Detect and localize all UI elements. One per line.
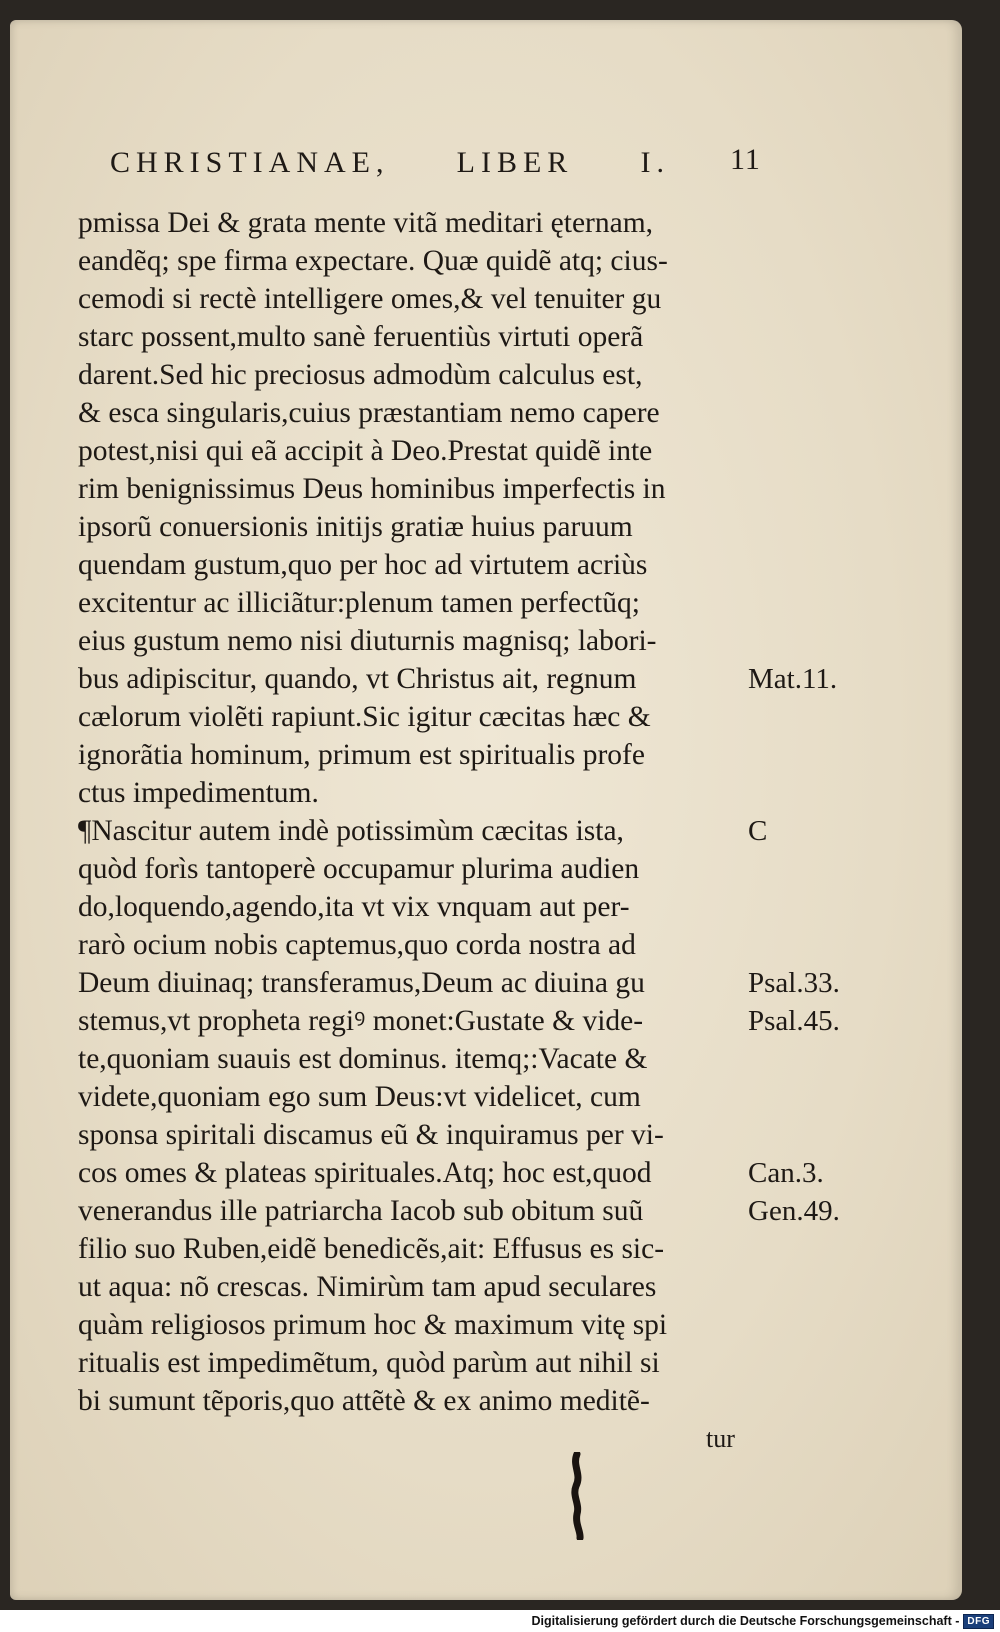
running-head (110, 146, 670, 180)
text-line: quòd forìs tantoperè occupamur plurima audien (78, 853, 640, 885)
text-line: ¶Nascitur autem indè potissimùm cæcitas ista, (78, 815, 624, 847)
digitization-footer (532, 1610, 994, 1632)
text-line: venerandus ille patriarcha Iacob sub obitum suũ (78, 1195, 644, 1227)
text-line: & esca singularis,cuius præstantiam nemo capere (78, 397, 660, 429)
ink-mark-icon (568, 1452, 590, 1540)
text-line: quendam gustum,quo per hoc ad virtutem acriùs (78, 549, 648, 581)
text-line: ritualis est impedimẽtum, quòd parùm aut nihil si (78, 1347, 660, 1379)
page-number: 11 (730, 143, 761, 176)
text-line: rim benignissimus Deus hominibus imperfectis in (78, 473, 666, 505)
text-line: stemus,vt propheta regiꝰ monet:Gustate & vide- (78, 1005, 644, 1037)
text-line: eius gustum nemo nisi diuturnis magnisq; labori- (78, 625, 657, 657)
margin-note-section-letter: C (748, 815, 768, 847)
text-line: quàm religiosos primum hoc & maximum vitę spi (78, 1309, 668, 1341)
running-head-liber: LIBER (456, 146, 574, 179)
text-line: cos omes & plateas spirituales.Atq; hoc est,quod (78, 1157, 652, 1189)
text-line: ipsorũ conuersionis initijs gratiæ huius paruum (78, 511, 633, 543)
margin-note-genesis: Gen.49. (748, 1195, 840, 1227)
text-line: sponsa spiritali discamus eũ & inquiramus per vi- (78, 1119, 664, 1151)
text-line: pmissa Dei & grata mente vitã meditari ęternam, (78, 207, 654, 239)
running-head-book-number: I. (640, 146, 670, 179)
text-line: ut aqua: nõ crescas. Nimirùm tam apud seculares (78, 1271, 657, 1303)
text-line: cælorum violẽti rapiunt.Sic igitur cæcitas hæc & (78, 701, 651, 733)
margin-note-matthew: Mat.11. (748, 663, 838, 695)
margin-note-psalm-45: Psal.45. (748, 1005, 840, 1037)
text-line: potest,nisi qui eã accipit à Deo.Prestat quidẽ inte (78, 435, 653, 467)
text-line: filio suo Ruben,eidẽ benedicẽs,ait: Effusus es sic- (78, 1233, 665, 1265)
text-line: rarò ocium nobis captemus,quo corda nostra ad (78, 929, 636, 961)
text-line: bus adipiscitur, quando, vt Christus ait, regnum (78, 663, 637, 695)
text-line: te,quoniam suauis est dominus. itemq;:Vacate & (78, 1043, 648, 1075)
text-line: bi sumunt tẽporis,quo attẽtè & ex animo meditẽ- (78, 1385, 650, 1417)
text-line: do,loquendo,agendo,ita vt vix vnquam aut per- (78, 891, 630, 923)
running-head-title: CHRISTIANAE, (110, 146, 390, 179)
text-line: eandẽq; spe firma expectare. Quæ quidẽ atq; cius- (78, 245, 668, 277)
margin-note-psalm-33: Psal.33. (748, 967, 840, 999)
text-line: excitentur ac illiciãtur:plenum tamen perfectũq; (78, 587, 640, 619)
text-line: ignorãtia hominum, primum est spiritualis profe (78, 739, 645, 771)
text-line: darent.Sed hic preciosus admodùm calculus est, (78, 359, 643, 391)
catchword: tur (706, 1424, 735, 1453)
text-line: ctus impedimentum. (78, 777, 319, 809)
margin-note-canticles: Can.3. (748, 1157, 824, 1189)
footer-credit: Digitalisierung gefördert durch die Deutsche Forschungsgemeinschaft - (531, 1614, 960, 1628)
book-page (10, 20, 962, 1600)
dfg-logo-icon: DFG (963, 1614, 994, 1629)
text-line: cemodi si rectè intelligere omes,& vel tenuiter gu (78, 283, 662, 315)
text-line: Deum diuinaq; transferamus,Deum ac diuina gu (78, 967, 645, 999)
text-line: starc possent,multo sanè feruentiùs virtuti operã (78, 321, 644, 353)
text-line: videte,quoniam ego sum Deus:vt videlicet, cum (78, 1081, 641, 1113)
